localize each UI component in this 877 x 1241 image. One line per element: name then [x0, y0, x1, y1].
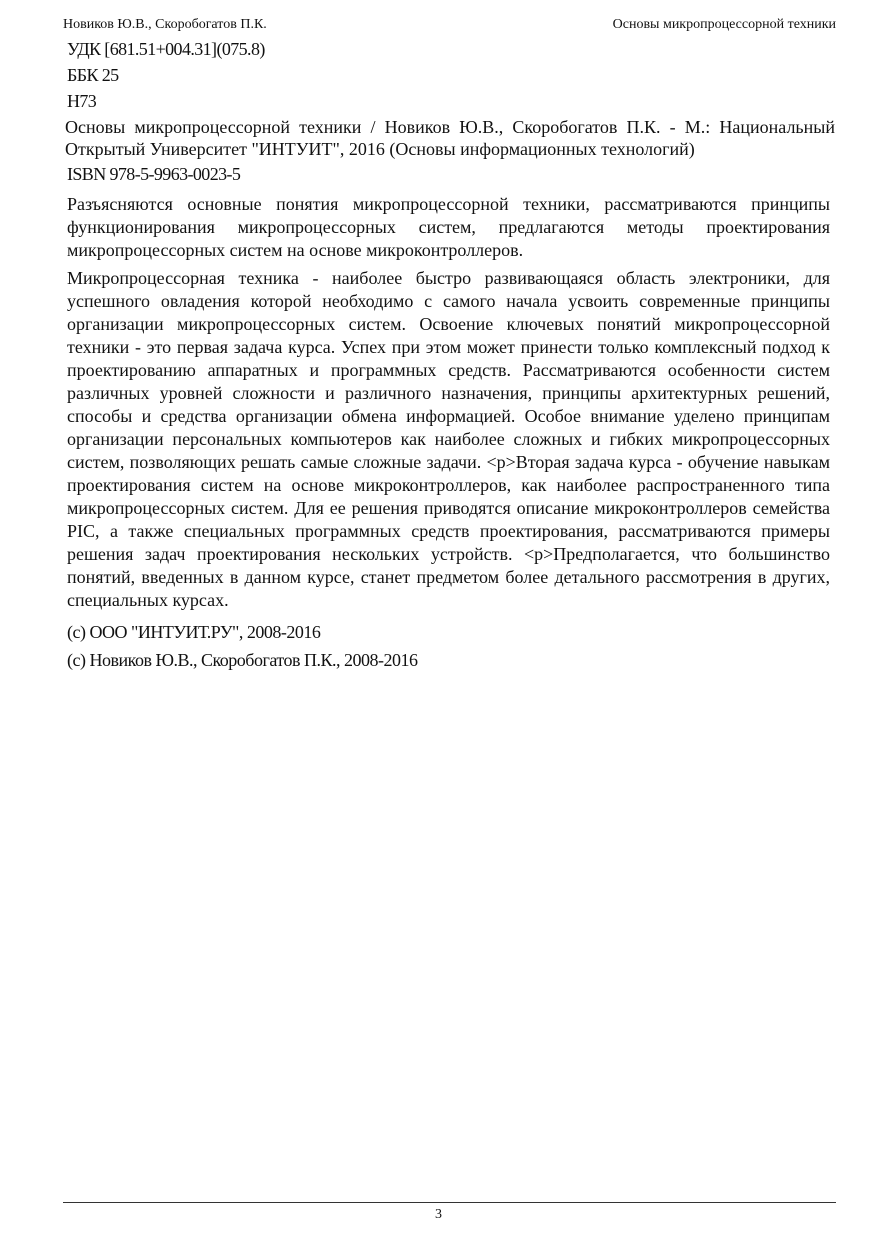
running-header: [63, 15, 836, 35]
isbn: ISBN 978-5-9963-0023-5: [67, 164, 241, 184]
abstract-paragraph-description: Микропроцессорная техника - наиболее быстро развивающаяся область электроники, для успешного овладения которой необходимо с самого начала усвоить современные принципы организации микропроцессорных систем. Освоение ключевых понятий микропроцессорной техники - это первая задача курса. Успех при этом может принести только комплексный подход к проектированию аппаратных и программных средств. Рассматриваются особенности систем различных уровней сложности и различного назначения, принципы архитектурных решений, способы и средства организации обмена информацией. Особое внимание уделено принципам организации персональных компьютеров как наиболее сложных и гибких микропроцессорных систем, позволяющих решать самые сложные задачи. <p>Вторая задача курса - обучение навыкам проектирования систем на основе микроконтроллеров, как наиболее распространенного типа микропроцессорных систем. Для ее решения приводятся описание микроконтроллеров семейства PIC, а также специальных программных средств проектирования, рассматриваются примеры решения задач проектирования нескольких устройств. <p>Предполагается, что большинство понятий, введенных в данном курсе, станет предметом более детального рассмотрения в других, специальных курсах.: [67, 268, 830, 610]
page-number: 3: [435, 1207, 442, 1222]
bibliographic-record: Основы микропроцессорной техники / Новиков Ю.В., Скоробогатов П.К. - М.: Национальный Открытый Университет "ИНТУИТ", 2016 (Основы информационных технологий): [65, 117, 835, 159]
header-course-title: Основы микропроцессорной техники: [612, 17, 836, 32]
copyright-publisher: (c) ООО "ИНТУИТ.РУ", 2008-2016: [67, 622, 321, 642]
page-content: [65, 38, 835, 677]
udk-code: УДК [681.51+004.31](075.8): [67, 39, 265, 59]
author-mark: Н73: [67, 91, 97, 111]
copyright-authors: (c) Новиков Ю.В., Скоробогатов П.К., 2008-2016: [67, 650, 418, 670]
bbk-code: ББК 25: [67, 65, 119, 85]
header-authors: Новиков Ю.В., Скоробогатов П.К.: [63, 17, 267, 32]
abstract-paragraph-summary: Разъясняются основные понятия микропроцессорной техники, рассматриваются принципы функционирования микропроцессорных систем, предлагаются методы проектирования микропроцессорных систем на основе микроконтроллеров.: [67, 194, 830, 260]
footer-divider: [63, 1202, 836, 1203]
